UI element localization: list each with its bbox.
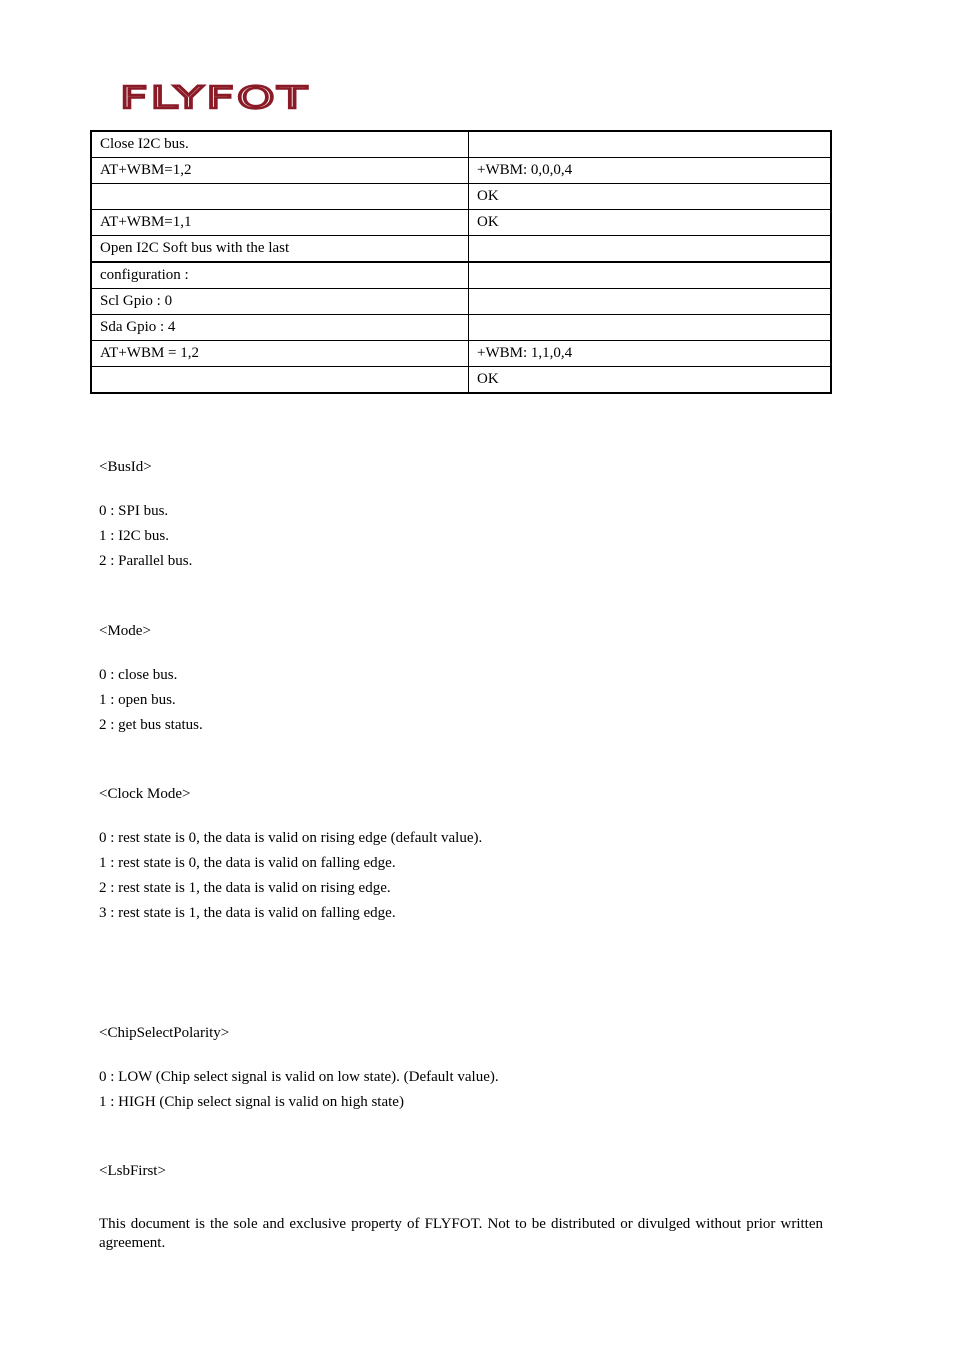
response-cell: OK — [469, 184, 832, 210]
list-item: 1 : rest state is 0, the data is valid on falling edge. — [99, 855, 396, 871]
response-cell — [469, 262, 832, 289]
command-cell: Sda Gpio : 4 — [91, 315, 469, 341]
clock-mode-list — [99, 826, 482, 926]
busid-list — [99, 499, 192, 574]
command-cell: AT+WBM=1,1 — [91, 210, 469, 236]
response-cell — [469, 315, 832, 341]
command-cell: AT+WBM = 1,2 — [91, 341, 469, 367]
footer-notice: This document is the sole and exclusive property of FLYFOT. Not to be distributed or divulged without prior written agreement. — [99, 1216, 823, 1251]
lsb-first-heading: <LsbFirst> — [99, 1163, 166, 1179]
list-item: 0 : SPI bus. — [99, 503, 169, 519]
logo-text: FLYFOT — [120, 82, 310, 112]
list-item: 1 : I2C bus. — [99, 528, 170, 544]
list-item: 2 : Parallel bus. — [99, 553, 193, 569]
list-item: 0 : close bus. — [99, 667, 178, 683]
command-table — [90, 130, 832, 394]
table-row — [91, 158, 831, 184]
table-row — [91, 289, 831, 315]
response-cell: +WBM: 0,0,0,4 — [469, 158, 832, 184]
list-item: 2 : get bus status. — [99, 717, 203, 733]
command-cell: Close I2C bus. — [91, 131, 469, 158]
mode-heading: <Mode> — [99, 623, 151, 639]
response-cell — [469, 236, 832, 263]
command-cell: AT+WBM=1,2 — [91, 158, 469, 184]
table-row — [91, 210, 831, 236]
response-cell: OK — [469, 210, 832, 236]
list-item: 2 : rest state is 1, the data is valid on rising edge. — [99, 880, 391, 896]
list-item: 0 : LOW (Chip select signal is valid on low state). (Default value). — [99, 1069, 499, 1085]
chip-select-polarity-list — [99, 1065, 499, 1115]
response-cell: OK — [469, 367, 832, 394]
list-item: 3 : rest state is 1, the data is valid on falling edge. — [99, 905, 396, 921]
table-row — [91, 184, 831, 210]
response-cell — [469, 289, 832, 315]
response-cell: +WBM: 1,1,0,4 — [469, 341, 832, 367]
command-cell — [91, 367, 469, 394]
flyfot-logo — [119, 82, 314, 112]
command-cell: Open I2C Soft bus with the last — [91, 236, 469, 263]
table-row — [91, 262, 831, 289]
command-cell — [91, 184, 469, 210]
response-cell — [469, 131, 832, 158]
table-row — [91, 236, 831, 263]
command-cell: Scl Gpio : 0 — [91, 289, 469, 315]
command-cell: configuration : — [91, 262, 469, 289]
chip-select-polarity-heading: <ChipSelectPolarity> — [99, 1025, 230, 1041]
table-row — [91, 315, 831, 341]
table-row — [91, 367, 831, 394]
mode-list — [99, 663, 203, 738]
table-row — [91, 341, 831, 367]
busid-heading: <BusId> — [99, 459, 152, 475]
list-item: 1 : open bus. — [99, 692, 176, 708]
list-item: 0 : rest state is 0, the data is valid on rising edge (default value). — [99, 830, 483, 846]
clock-mode-heading: <Clock Mode> — [99, 786, 191, 802]
table-row — [91, 131, 831, 158]
list-item: 1 : HIGH (Chip select signal is valid on high state) — [99, 1094, 404, 1110]
